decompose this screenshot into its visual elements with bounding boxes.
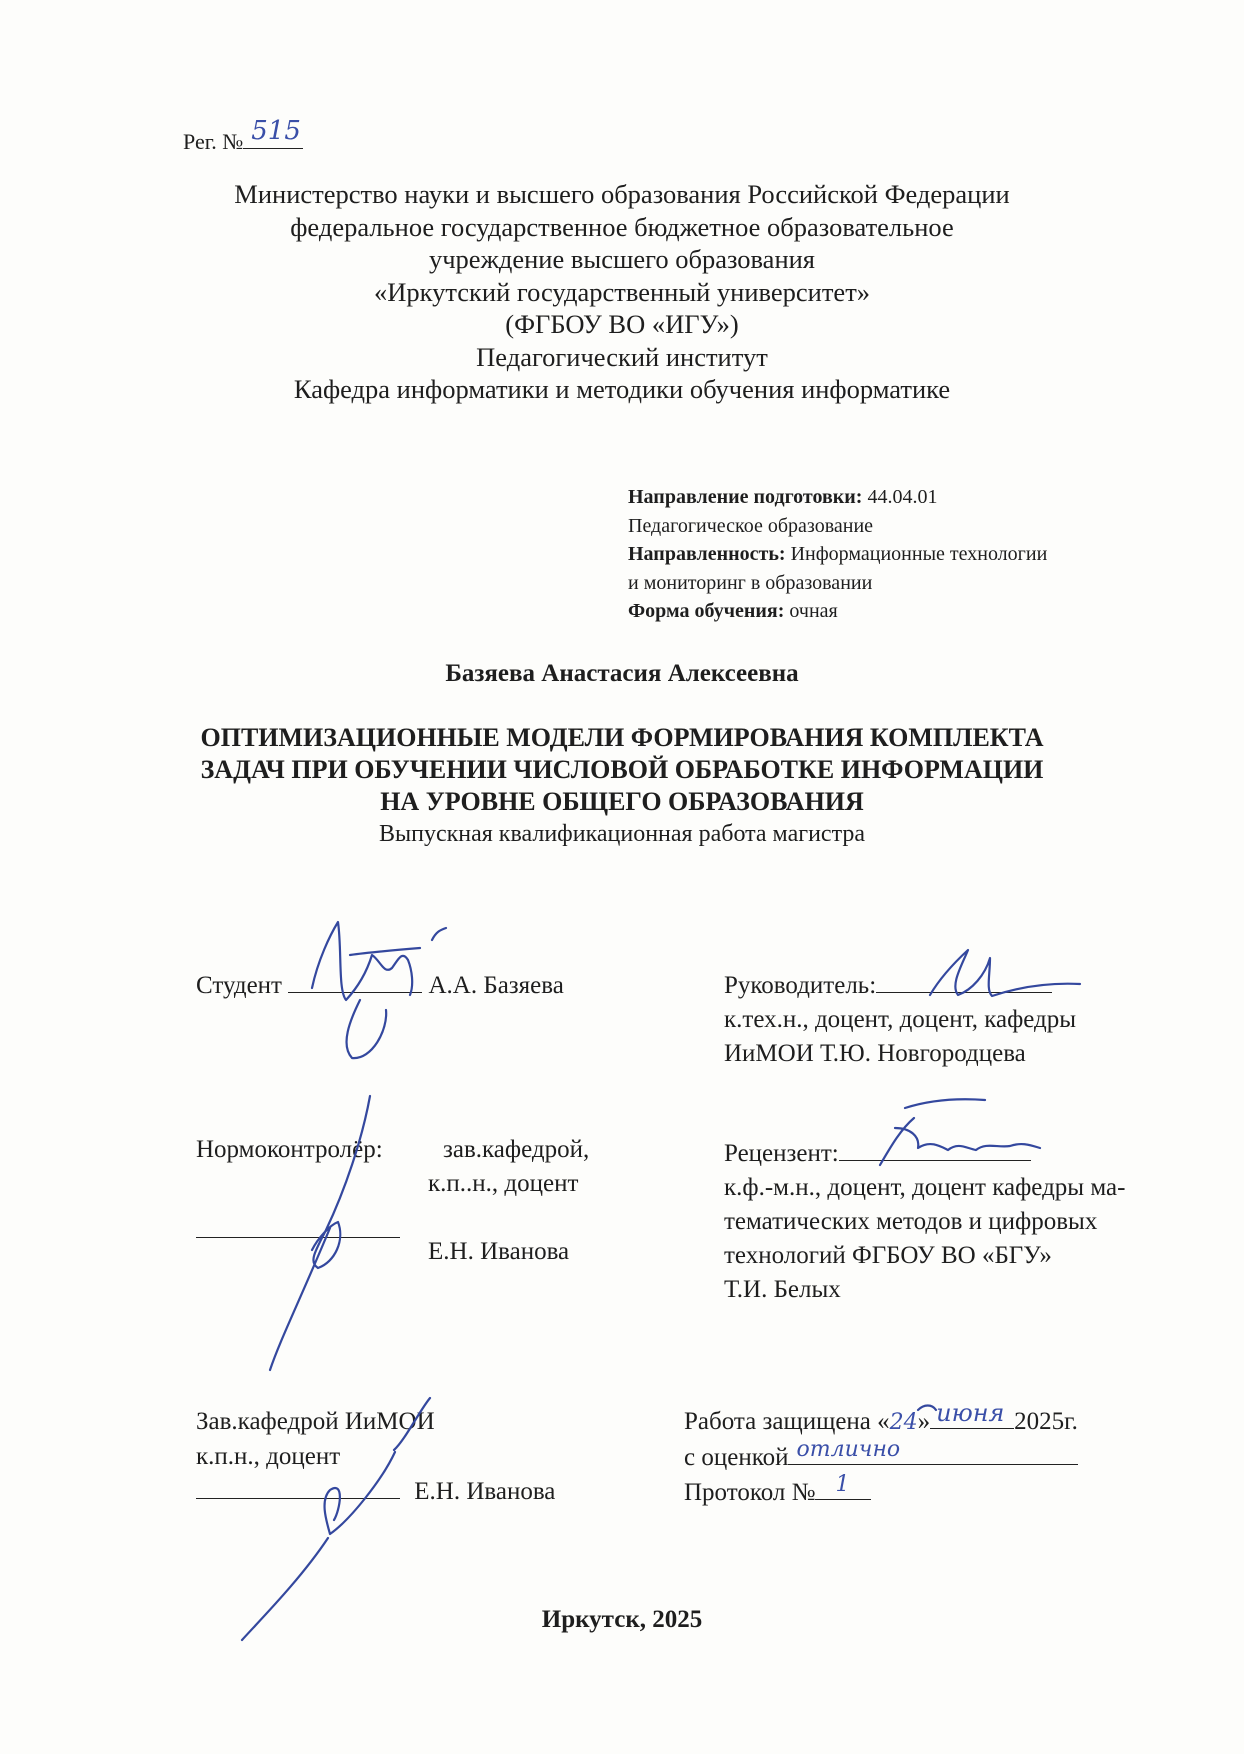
form-value: очная [789,600,838,622]
reviewer-line2: тематических методов и цифровых [724,1208,1098,1235]
supervisor-signature [930,950,1080,996]
focus-line1: Информационные технологии [790,543,1048,565]
student-name: А.А. Базяева [428,972,564,999]
protocol-number: 1 [835,1472,850,1497]
focus-line2: и мониторинг в образовании [628,571,873,594]
header-line: Министерство науки и высшего образования Российской Федерации [234,179,1010,209]
grade-label: с оценкой [684,1444,789,1471]
normcontrol-label: Нормоконтролёр: [196,1136,383,1163]
title-line: ОПТИМИЗАЦИОННЫЕ МОДЕЛИ ФОРМИРОВАНИЯ КОМПЛЕКТА [200,723,1044,752]
reviewer-label: Рецензент: [724,1140,839,1167]
reviewer-signature [880,1099,1040,1165]
reg-number: 515 [251,116,301,146]
direction-name: Педагогическое образование [628,514,874,537]
reg-label: Рег. № [183,129,244,154]
normcontrol-position2: к.п..н., доцент [428,1170,579,1197]
head-label: Зав.кафедрой ИиМОИ [196,1408,435,1435]
supervisor-line2: ИиМОИ Т.Ю. Новгородцева [724,1040,1026,1067]
normcontrol-name: Е.Н. Иванова [428,1238,570,1265]
supervisor-label: Руководитель: [724,972,877,999]
defense-day: 24 [889,1410,918,1435]
reviewer-line1: к.ф.-м.н., доцент, доцент кафедры ма- [724,1174,1126,1201]
normcontrol-position1: зав.кафедрой, [443,1136,590,1163]
direction-code: 44.04.01 [867,486,938,508]
head-position: к.п.н., доцент [196,1443,341,1470]
thesis-subtitle: Выпускная квалификационная работа магистра [378,821,866,847]
header-line: Кафедра информатики и методики обучения информатике [293,374,951,404]
direction-label: Направление подготовки: [628,486,863,508]
student-label: Студент [196,972,282,999]
supervisor-line1: к.тех.н., доцент, доцент, кафедры [724,1006,1077,1033]
header-line: учреждение высшего образования [428,244,815,274]
grade-value: отлично [796,1437,901,1462]
defense-mid: » [917,1408,931,1435]
student-signature [312,922,446,1058]
form-label: Форма обучения: [628,600,785,622]
title-line: ЗАДАЧ ПРИ ОБУЧЕНИИ ЧИСЛОВОЙ ОБРАБОТКЕ ИНФОРМАЦИИ [200,755,1044,784]
focus-label: Направленность: [628,543,786,565]
header-line: «Иркутский государственный университет» [373,276,871,307]
head-signature [242,1398,430,1640]
protocol-label: Протокол № [684,1479,816,1506]
author-name: Базяева Анастасия Алексеевна [445,660,799,687]
header-line: федеральное государственное бюджетное образовательное [290,211,954,242]
defense-prefix: Работа защищена « [684,1408,890,1435]
header-line: (ФГБОУ ВО «ИГУ») [505,309,739,339]
footer-city-year: Иркутск, 2025 [541,1606,703,1633]
head-name: Е.Н. Иванова [414,1478,556,1505]
reviewer-line4: Т.И. Белых [724,1276,841,1303]
title-line: НА УРОВНЕ ОБЩЕГО ОБРАЗОВАНИЯ [380,787,864,816]
defense-day-mark [918,1406,936,1411]
header-line: Педагогический институт [476,341,768,372]
reviewer-line3: технологий ФГБОУ ВО «БГУ» [724,1242,1052,1269]
defense-month: июня [936,1399,1005,1427]
normcontrol-signature [270,1096,370,1370]
defense-year: 2025г. [1014,1408,1078,1435]
